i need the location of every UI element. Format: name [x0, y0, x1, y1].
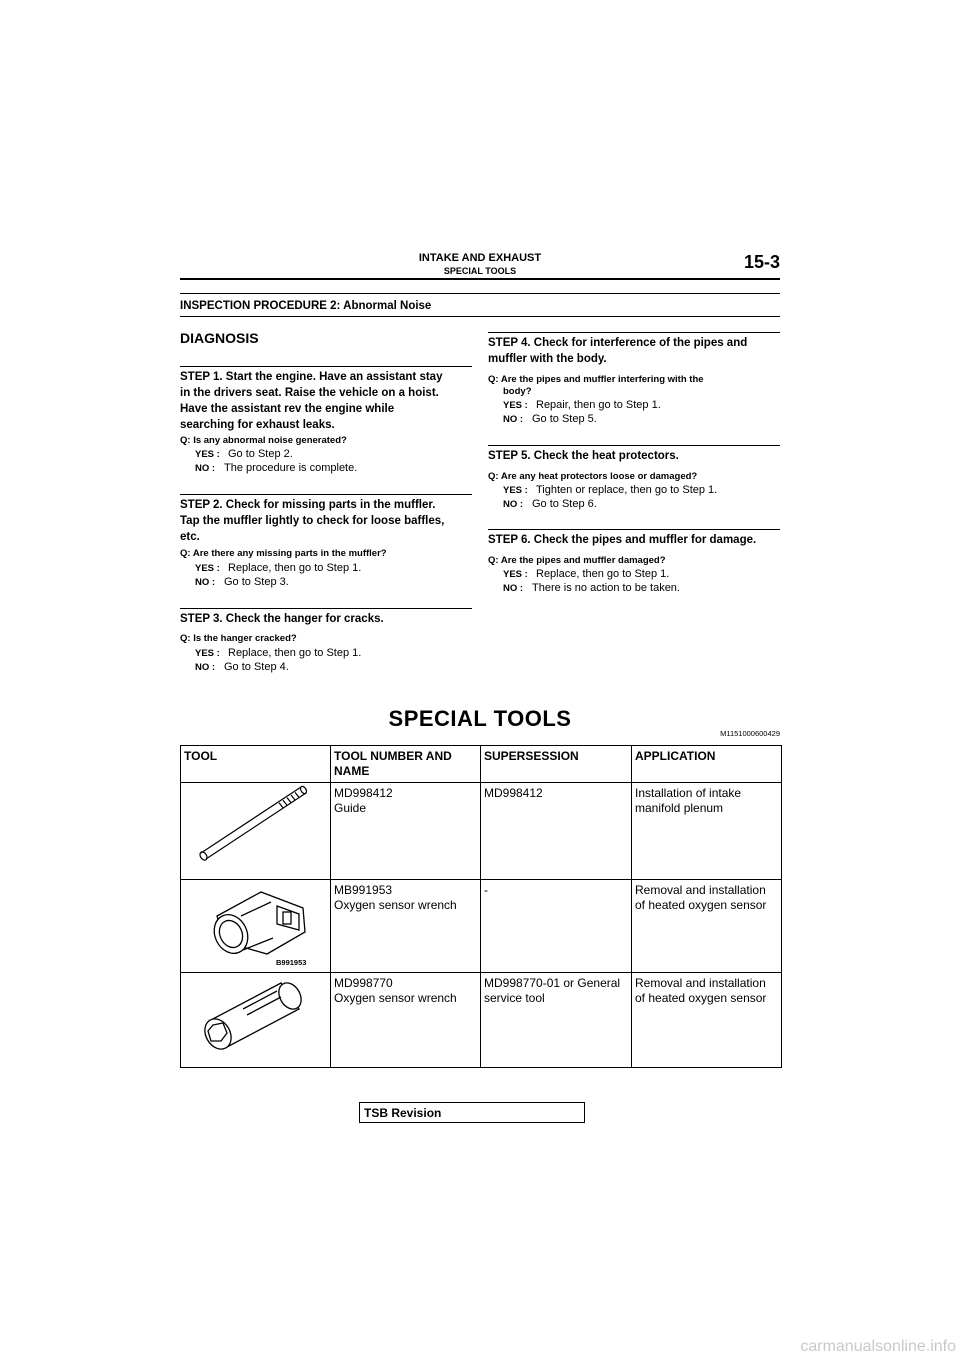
step-3-question: Q: Is the hanger cracked?	[180, 633, 297, 644]
tool-number-cell	[331, 783, 481, 880]
tool-number: MD998770	[334, 976, 393, 990]
no-label: NO :	[503, 414, 524, 425]
tool-illustration-cell	[181, 973, 331, 1068]
step-4-yes	[503, 398, 661, 413]
column-header: APPLICATION	[632, 746, 782, 783]
yes-label: YES :	[503, 485, 528, 496]
step-rule	[180, 608, 472, 609]
no-label: NO :	[195, 577, 216, 588]
step-2-no	[195, 575, 289, 590]
tool-number: MB991953	[334, 883, 393, 897]
column-header: SUPERSESSION	[481, 746, 632, 783]
procedure-rule-top	[180, 293, 780, 294]
step-6-heading	[488, 532, 756, 548]
table-row	[181, 783, 782, 880]
step-6-question: Q: Are the pipes and muffler damaged?	[488, 555, 666, 566]
heading-line: Have the assistant rev the engine while	[180, 403, 395, 415]
table-row	[181, 880, 782, 973]
step-1-question: Q: Is any abnormal noise generated?	[180, 435, 347, 446]
step-1-yes	[195, 447, 293, 462]
yes-label: YES :	[195, 563, 220, 574]
heading-line: in the drivers seat. Raise the vehicle on a hoist.	[180, 387, 439, 399]
question-line: Q: Are the pipes and muffler interfering with the	[488, 374, 704, 385]
yes-text: Repair, then go to Step 1.	[536, 399, 661, 411]
step-1-heading	[180, 369, 442, 433]
step-4-no	[503, 412, 597, 427]
no-text: Go to Step 3.	[224, 576, 289, 588]
step-1-no	[195, 461, 357, 476]
diagnosis-title: DIAGNOSIS	[180, 330, 259, 346]
column-header: TOOL NUMBER AND NAME	[331, 746, 481, 783]
special-tools-title: SPECIAL TOOLS	[388, 706, 572, 731]
step-3-yes	[195, 646, 361, 661]
step-rule	[488, 529, 780, 530]
yes-label: YES :	[195, 648, 220, 659]
step-5-no	[503, 497, 597, 512]
no-label: NO :	[503, 583, 524, 594]
table-row	[181, 973, 782, 1068]
watermark: carmanualsonline.info	[800, 1338, 956, 1355]
step-rule	[488, 445, 780, 446]
tool-name: Oxygen sensor wrench	[334, 991, 457, 1005]
heading-line: muffler with the body.	[488, 353, 607, 365]
no-text: Go to Step 5.	[532, 413, 597, 425]
procedure-title: INSPECTION PROCEDURE 2: Abnormal Noise	[180, 300, 432, 312]
no-text: The procedure is complete.	[224, 462, 358, 474]
no-text: Go to Step 4.	[224, 661, 289, 673]
tool-name: Guide	[334, 801, 367, 815]
tsb-revision-box: TSB Revision	[359, 1102, 585, 1123]
tool-name: Oxygen sensor wrench	[334, 898, 457, 912]
yes-label: YES :	[503, 569, 528, 580]
step-6-yes	[503, 567, 669, 582]
yes-text: Replace, then go to Step 1.	[228, 562, 362, 574]
supersession-cell: -	[481, 880, 632, 973]
special-tools-table	[180, 745, 782, 1068]
heading-line: STEP 1. Start the engine. Have an assistant stay	[180, 371, 443, 383]
heading-line: Tap the muffler lightly to check for loose baffles,	[180, 515, 445, 527]
yes-text: Replace, then go to Step 1.	[228, 647, 362, 659]
tool-number-cell	[331, 880, 481, 973]
no-label: NO :	[195, 662, 216, 673]
step-4-question	[488, 374, 704, 398]
tool-number: MD998412	[334, 786, 393, 800]
oxygen-sensor-wrench-illustration	[181, 880, 331, 968]
step-5-yes	[503, 483, 717, 498]
step-4-heading	[488, 335, 747, 367]
step-5-question: Q: Are any heat protectors loose or damaged?	[488, 471, 698, 482]
supersession-cell: MD998770-01 or General service tool	[481, 973, 632, 1068]
step-5-heading	[488, 448, 679, 464]
oxygen-sensor-socket-illustration	[181, 973, 331, 1063]
no-text: There is no action to be taken.	[532, 582, 680, 594]
yes-text: Replace, then go to Step 1.	[536, 568, 670, 580]
guide-rod-illustration	[181, 783, 331, 875]
heading-line: STEP 6. Check the pipes and muffler for damage.	[488, 534, 757, 546]
no-label: NO :	[503, 499, 524, 510]
step-rule	[180, 366, 472, 367]
yes-text: Go to Step 2.	[228, 448, 293, 460]
application-cell: Removal and installation of heated oxygen sensor	[632, 973, 782, 1068]
step-2-heading	[180, 497, 444, 545]
column-header: TOOL	[181, 746, 331, 783]
application-cell: Removal and installation of heated oxygen sensor	[632, 880, 782, 973]
step-2-question: Q: Are there any missing parts in the muffler?	[180, 548, 387, 559]
step-3-heading	[180, 611, 384, 627]
step-rule	[488, 332, 780, 333]
step-6-no	[503, 581, 680, 596]
supersession-cell: MD998412	[481, 783, 632, 880]
no-label: NO :	[195, 463, 216, 474]
tool-illustration-cell	[181, 880, 331, 973]
heading-line: etc.	[180, 531, 200, 543]
illustration-label: B991953	[276, 958, 307, 967]
step-3-no	[195, 660, 289, 675]
subsection-title: SPECIAL TOOLS	[443, 266, 517, 276]
yes-label: YES :	[195, 449, 220, 460]
application-cell: Installation of intake manifold plenum	[632, 783, 782, 880]
table-header-row	[181, 746, 782, 783]
heading-line: STEP 3. Check the hanger for cracks.	[180, 613, 384, 625]
heading-line: STEP 5. Check the heat protectors.	[488, 450, 679, 462]
step-2-yes	[195, 561, 361, 576]
page-number: 15-3	[743, 252, 780, 272]
no-text: Go to Step 6.	[532, 498, 597, 510]
heading-line: searching for exhaust leaks.	[180, 419, 335, 431]
step-rule	[180, 494, 472, 495]
question-line: body?	[503, 386, 532, 397]
section-title: INTAKE AND EXHAUST	[418, 252, 542, 264]
header-rule	[180, 278, 780, 280]
heading-line: STEP 4. Check for interference of the pipes and	[488, 337, 748, 349]
yes-label: YES :	[503, 400, 528, 411]
special-tools-code: M1151000600429	[720, 729, 780, 738]
procedure-rule-bottom	[180, 316, 780, 317]
tool-number-cell	[331, 973, 481, 1068]
heading-line: STEP 2. Check for missing parts in the muffler.	[180, 499, 436, 511]
yes-text: Tighten or replace, then go to Step 1.	[536, 484, 718, 496]
tool-illustration-cell	[181, 783, 331, 880]
